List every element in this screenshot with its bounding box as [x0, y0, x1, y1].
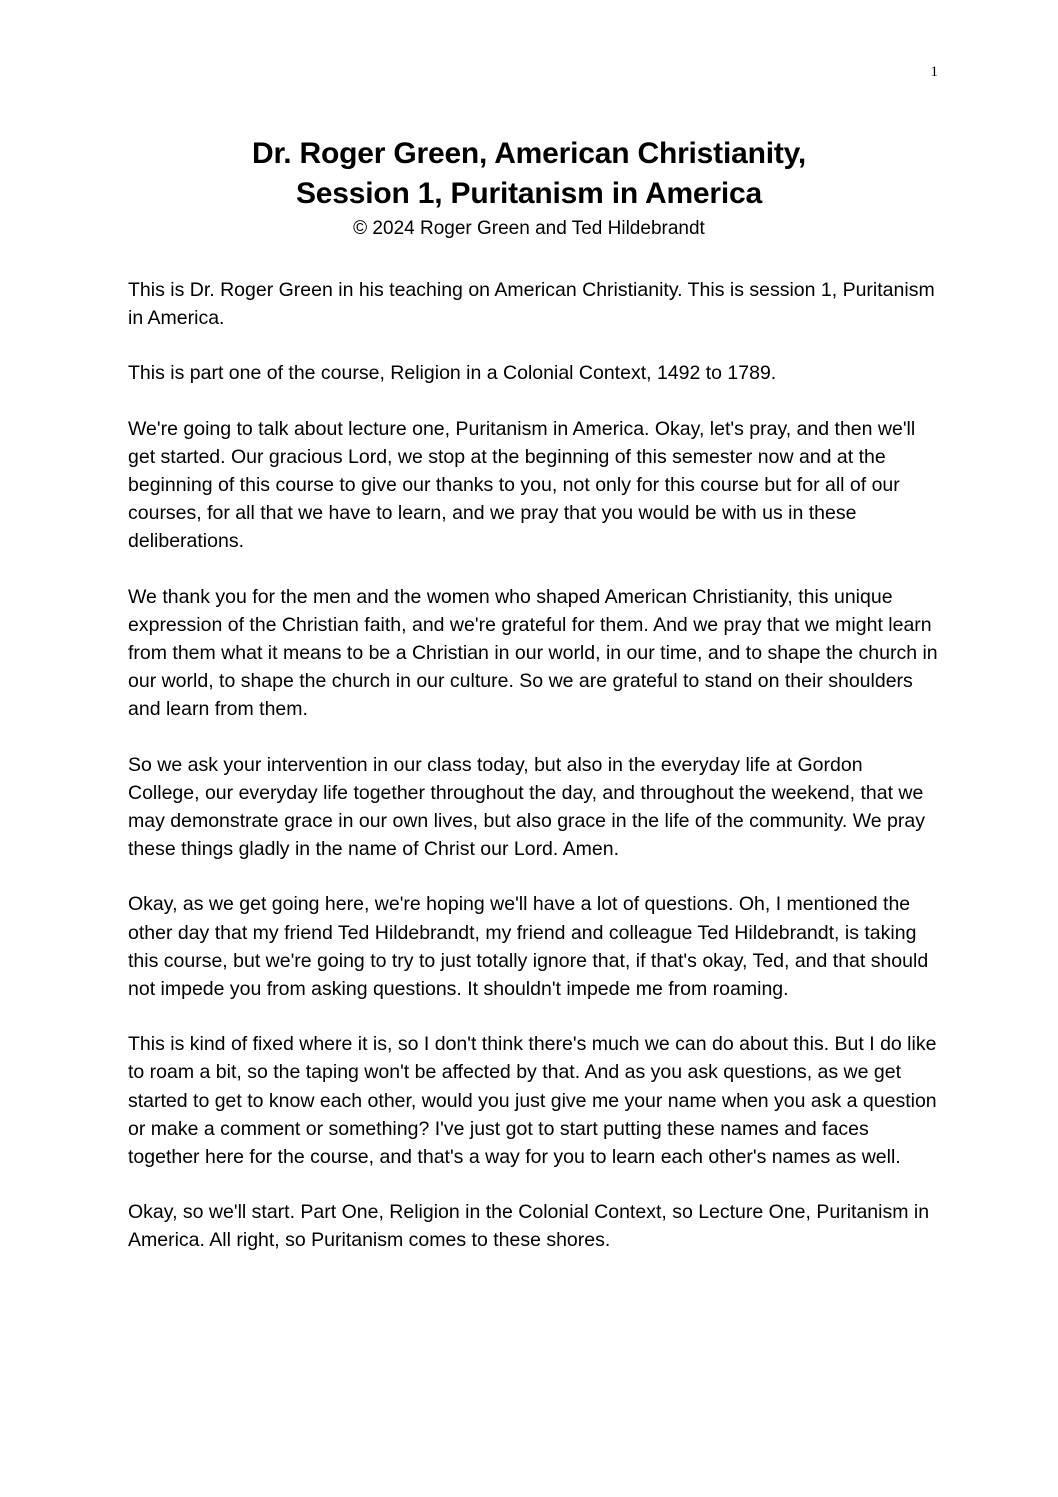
paragraph-course-part: This is part one of the course, Religion in a Colonial Context, 1492 to 1789. [128, 362, 777, 385]
document-body [128, 276, 938, 1282]
paragraph-prayer-closing: So we ask your intervention in our class today, but also in the everyday life at Gordon College, our everyday life together throughout the day, and throughout the weekend, that we may demonstrate grace in our own lives, but also grace in the life of the community. We pray these things gladly in the name of Christ our Lord. Amen. [128, 753, 925, 861]
paragraph-roaming: This is kind of fixed where it is, so I don't think there's much we can do about this. But I do like to roam a bit, so the taping won't be affected by that. And as you ask questions, as we get started to get to know each other, would you just give me your name when you ask a question or make a comment or something? I've just got to start putting these names and faces together here for the course, and that's a way for you to learn each other's names as well. [128, 1033, 937, 1169]
paragraph-prayer-thanks: We thank you for the men and the women who shaped American Christianity, this unique expression of the Christian faith, and we're grateful for them. And we pray that we might learn from them what it means to be a Christian in our world, in our time, and to shape the church in our world, to shape the church in our culture. So we are grateful to stand on their shoulders and learn from them. [128, 585, 938, 721]
paragraph-questions: Okay, as we get going here, we're hoping we'll have a lot of questions. Oh, I mentioned the other day that my friend Ted Hildebrandt, my friend and colleague Ted Hildebrandt, is taking this course, but we're going to try to just totally ignore that, if that's okay, Ted, and that should not impede you from asking questions. It shouldn't impede me from roaming. [128, 893, 929, 1001]
paragraph-intro: This is Dr. Roger Green in his teaching on American Christianity. This is session 1, Puritanism in America. [128, 279, 935, 330]
paragraph-start-lecture: Okay, so we'll start. Part One, Religion in the Colonial Context, so Lecture One, Puritanism in America. All right, so Puritanism comes to these shores. [128, 1201, 930, 1252]
copyright-notice: © 2024 Roger Green and Ted Hildebrandt [353, 218, 705, 239]
paragraph-opening-prayer: We're going to talk about lecture one, Puritanism in America. Okay, let's pray, and then we'll get started. Our gracious Lord, we stop at the beginning of this semester now and at the beginning of this course to give our thanks to you, not only for this course but for all of our courses, for all that we have to learn, and we pray that you would be with us in these deliberations. [128, 417, 916, 553]
page-number: 1 [930, 64, 938, 80]
document-header [0, 134, 1058, 242]
document-title-line-1: Dr. Roger Green, American Christianity, [251, 137, 807, 170]
document-title-line-2: Session 1, Puritanism in America [296, 177, 762, 210]
